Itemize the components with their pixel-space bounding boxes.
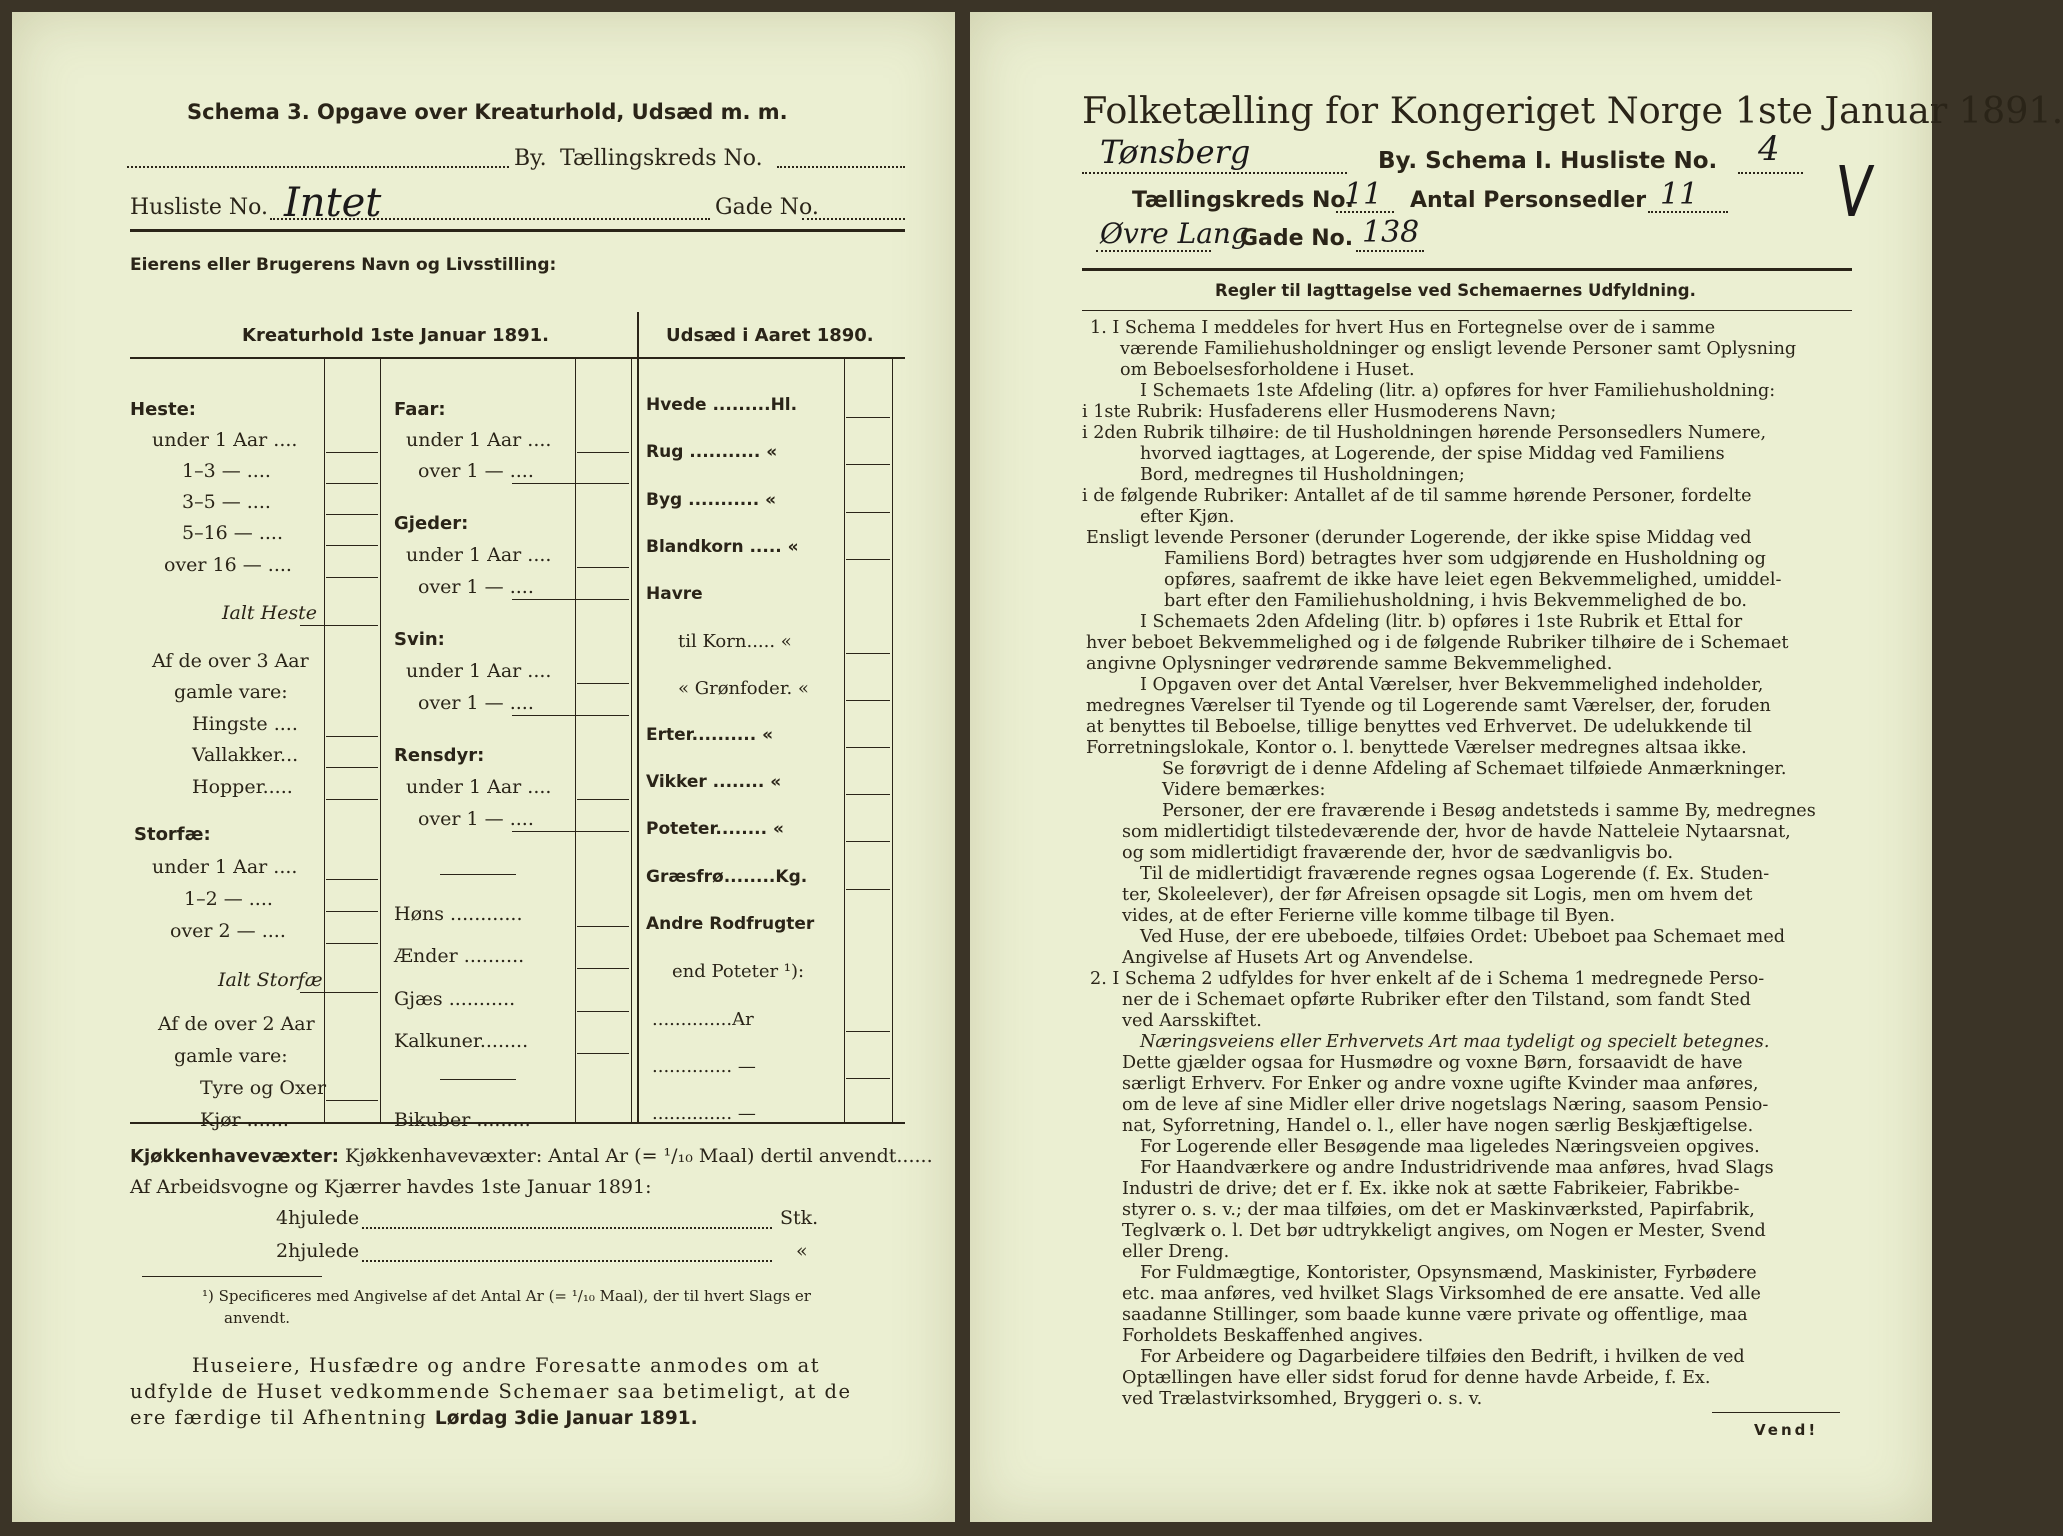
header-rule [130,229,905,232]
rule-line: Teglværk o. l. Det bør udtrykkeligt angives, om Nogen er Mester, Svend [1122,1221,1766,1241]
hjul2-label: 2hjulede [276,1240,360,1262]
aender: Ænder .......... [394,945,525,967]
rule-line: eller Dreng. [1122,1242,1230,1262]
answer-line [326,452,378,453]
rule-line: nat, Syforretning, Handel o. l., eller have nogen særlig Beskjæftigelse. [1122,1116,1754,1136]
gade-line [1356,250,1424,252]
svin-over1: over 1 — .... [418,692,534,714]
rule-line: og som midlertidigt fraværende der, hvor de sædvanligvis bo. [1122,843,1674,863]
footnote-rule [142,1276,322,1277]
by-field-line [127,166,509,168]
answer-line [846,653,890,654]
col-line [380,357,381,1122]
husliste-number-line [1738,172,1803,174]
rule-line: For Fuldmægtige, Kontorister, Opsynsmænd, Maskinister, Fyrbødere [1140,1263,1757,1283]
heste-over3: Af de over 3 Aar [152,650,309,672]
answer-line [577,567,629,568]
taellingskreds-label: Tællingskreds No. [560,146,763,171]
heste-label: Heste: [130,399,196,420]
vend-rule [1712,1412,1840,1413]
rule-line: ter, Skoleelever), der før Afreisen opsagde sit Logis, men om hvem det [1122,885,1753,905]
storfae-under1: under 1 Aar .... [152,856,298,878]
rule-line: Familiens Bord) betragtes hver som udgjørende en Husholdning og [1164,549,1766,569]
end-poteter: end Poteter ¹): [672,961,805,982]
by-label: By. [514,146,547,171]
havre-gronfoder: « Grønfoder. « [678,678,809,699]
arbeidsvogne-line: Af Arbeidsvogne og Kjærrer havdes 1ste Januar 1891: [130,1176,652,1198]
tyre-oxer: Tyre og Oxer [200,1077,327,1099]
hingste: Hingste .... [192,713,298,735]
gade-field-line [802,218,905,220]
kreatur-header: Kreaturhold 1ste Januar 1891. [242,325,549,346]
storfae-1-2: 1–2 — .... [184,888,273,910]
answer-line [512,831,629,832]
census-title: Folketælling for Kongeriget Norge 1ste Januar 1891. [1082,89,2063,132]
rule-line: medregnes Værelser til Tyende og til Logerende samt Værelser, der, foruden [1086,696,1771,716]
rule-line: Dette gjælder ogsaa for Husmødre og voxne Børn, forsaavidt de have [1122,1053,1743,1073]
svin-label: Svin: [394,629,445,650]
storfae-over2aar: Af de over 2 Aar [158,1013,315,1035]
rules-title-rule [1082,310,1852,311]
answer-line [846,794,890,795]
storfae-gamle: gamle vare: [174,1045,288,1067]
answer-line [300,625,378,626]
rule-line: Angivelse af Husets Art og Anvendelse. [1122,948,1474,968]
answer-line [577,1053,629,1054]
col-line [324,357,325,1122]
erter: Erter.......... « [646,725,774,745]
rule-line: I Schemaets 2den Afdeling (litr. b) opføres i 1ste Rubrik et Ettal for [1140,612,1743,632]
faar-under1: under 1 Aar .... [406,429,552,451]
answer-line [326,1100,378,1101]
answer-line [326,483,378,484]
hjul4-label: 4hjulede [276,1207,360,1229]
col-line [892,357,893,1122]
rule-line: Personer, der ere fraværende i Besøg andetsteds i samme By, medregnes [1162,801,1816,821]
answer-line [326,545,378,546]
gjeder-over1: over 1 — .... [418,576,534,598]
poteter: Poteter........ « [646,819,784,839]
answer-line [326,767,378,768]
hopper: Hopper..... [192,776,293,798]
answer-line [846,700,890,701]
rule-line: i 2den Rubrik tilhøire: de til Husholdningen hørende Personsedlers Numere, [1082,423,1767,443]
faar-label: Faar: [394,399,446,420]
rodfrugt-line-1: ..............Ar [652,1009,754,1030]
kjokkenhave-line: Kjøkkenhavevæxter: Kjøkkenhavevæxter: Antal Ar (= ¹/₁₀ Maal) dertil anvendt...... [130,1145,933,1167]
vend-label: Vend! [1754,1421,1819,1439]
rule-line: hvorved iagttages, at Logerende, der spise Middag ved Familiens [1140,444,1725,464]
kalkuner: Kalkuner........ [394,1030,529,1052]
rule-line: Ved Huse, der ere ubeboede, tilføies Ordet: Ubeboet paa Schemaet med [1140,927,1785,947]
answer-line [846,559,890,560]
by-schema-husliste: By. Schema I. Husliste No. [1378,148,1718,174]
heste-1-3: 1–3 — .... [182,460,271,482]
rule-line: bart efter den Familiehusholdning, i hvis Bekvemmelighed de bo. [1164,591,1747,611]
vallakker: Vallakker... [192,744,299,766]
rule-line: som midlertidigt tilstedeværende der, hvor de havde Natteleie Nytaarsnat, [1122,822,1791,842]
hjul2-line [362,1260,772,1262]
rule-line: ner de i Schemaet opførte Rubriker efter den Tilstand, som fandt Sted [1122,990,1751,1010]
answer-line [326,911,378,912]
rule-line: Optællingen have eller sidst forud for denne havde Arbeide, f. Ex. [1122,1368,1711,1388]
rule-line: hver beboet Bekvemmelighed og i de følgende Rubriker tilhøire de i Schemaet [1086,633,1789,653]
svin-under1: under 1 Aar .... [406,660,552,682]
rule-line: Bord, medregnes til Husholdningen; [1140,465,1465,485]
heste-5-16: 5–16 — .... [182,522,284,544]
blandkorn: Blandkorn ..... « [646,537,799,557]
rule-line: Industri de drive; det er f. Ex. ikke nok at sætte Fabrikeier, Fabrikbe- [1122,1179,1740,1199]
rule-line: Forretningslokale, Kontor o. l. benyttede Værelser medregnes altsaa ikke. [1086,738,1747,758]
answer-line [577,926,629,927]
husliste-field-line [270,218,710,220]
footnote-1: ¹) Specificeres med Angivelse af det Antal Ar (= ¹/₁₀ Maal), der til hvert Slags er [202,1287,811,1305]
hjul4-unit: Stk. [780,1207,819,1229]
havre-korn: til Korn..... « [678,631,792,652]
rule-line: I Schemaets 1ste Afdeling (litr. a) opføres for hver Familiehusholdning: [1140,381,1776,401]
taellingskreds-field-line [777,166,905,168]
rules-text [1082,318,1906,1410]
rule-line: i de følgende Rubriker: Antallet af de til samme hørende Personer, fordelte [1082,486,1752,506]
answer-line [577,1011,629,1012]
rule-line: om Beboelsesforholdene i Huset. [1120,360,1415,380]
schema3-title: Schema 3. Opgave over Kreaturhold, Udsæd m. m. [187,100,788,124]
storfae-label: Storfæ: [134,824,211,845]
gade-label: Gade No. [1240,226,1354,251]
rule-line: i 1ste Rubrik: Husfaderens eller Husmoderens Navn; [1082,402,1557,422]
rensdyr-under1: under 1 Aar .... [406,776,552,798]
rule-line: For Haandværkere og andre Industridrivende maa anføres, hvad Slags [1140,1158,1774,1178]
rule-line: efter Kjøn. [1140,507,1235,527]
street-handwriting: Øvre Lang [1100,217,1249,250]
hjul4-line [362,1227,772,1229]
col-line [844,357,845,1122]
antal-line [1648,211,1728,213]
closing-line-3a: ere færdige til Afhentning [130,1406,435,1429]
hjul2-unit: « [796,1240,808,1262]
antal-handwriting: 11 [1660,177,1699,212]
rule-line: For Logerende eller Besøgende maa ligeledes Næringsveien opgives. [1140,1137,1760,1157]
rule-line: om de leve af sine Midler eller drive nogetslags Næring, saasom Pensio- [1122,1095,1769,1115]
taellingskreds-label: Tællingskreds No. [1132,188,1354,213]
rule-line: 1. I Schema I meddeles for hvert Hus en Fortegnelse over de i samme [1090,318,1716,338]
rodfrugt-line-2: .............. — [652,1056,756,1077]
kjor: Kjør ....... [200,1109,289,1131]
hons: Høns ............ [394,903,523,925]
answer-line [846,464,890,465]
rodfrugt-line-3: .............. — [652,1103,756,1124]
antal-personsedler-label: Antal Personsedler [1410,188,1647,213]
rule-line: opføres, saafremt de ikke have leiet egen Bekvemmelighed, umiddel- [1164,570,1782,590]
col-line [631,357,632,1122]
answer-line [326,799,378,800]
kjokkenhave-text: Kjøkkenhavevæxter: Antal Ar (= ¹/₁₀ Maal) dertil anvendt...... [345,1145,933,1167]
answer-line [577,452,629,453]
rensdyr-label: Rensdyr: [394,745,485,766]
answer-line [577,968,629,969]
closing-line-2: udfylde de Huset vedkommende Schemaer saa betimeligt, at de [130,1380,852,1403]
faar-over1: over 1 — .... [418,460,534,482]
rule-line: 2. I Schema 2 udfyldes for hver enkelt af de i Schema 1 medregnede Perso- [1090,969,1765,989]
heste-over16: over 16 — .... [164,554,292,576]
left-page [12,12,955,1522]
answer-line [326,577,378,578]
havre: Havre [646,584,703,604]
taellingskreds-line [1336,211,1394,213]
taellingskreds-handwriting: 11 [1344,177,1383,212]
answer-line [577,683,629,684]
separator-line [440,1079,516,1080]
closing-line-1: Huseiere, Husfædre og andre Foresatte anmodes om at [192,1354,821,1377]
rule-line: vides, at de efter Ferierne ville komme tilbage til Byen. [1122,906,1616,926]
rule-line: I Opgaven over det Antal Værelser, hver Bekvemmelighed indeholder, [1140,675,1764,695]
udsaed-divider [637,312,639,1122]
town-line [1082,172,1347,174]
answer-line [846,747,890,748]
hvede: Hvede .........Hl. [646,395,798,415]
right-page [970,12,2063,1522]
rule-line: særligt Erhverv. For Enker og andre voxne ugifte Kvinder maa anføres, [1122,1074,1759,1094]
rensdyr-over1: over 1 — .... [418,808,534,830]
rule-line: Se forøvrigt de i denne Afdeling af Schemaet tilføiede Anmærkninger. [1162,759,1787,779]
answer-line [846,512,890,513]
table-header-rule [130,357,905,359]
bikuber: Bikuber ......... [394,1109,531,1131]
answer-line [512,483,629,484]
heste-3-5: 3–5 — .... [182,491,271,513]
gade-label: Gade No. [715,195,819,220]
answer-line [326,736,378,737]
town-handwriting: Tønsberg [1100,133,1251,171]
rule-line: Næringsveiens eller Erhvervets Art maa tydeligt og specielt betegnes. [1140,1032,1770,1052]
rule-line: etc. maa anføres, ved hvilket Slags Virksomhed de ere ansatte. Ved alle [1122,1284,1761,1304]
rule-line: værende Familiehusholdninger og ensligt levende Personer samt Oplysning [1120,339,1797,359]
rule-line: For Arbeidere og Dagarbeidere tilføies den Bedrift, i hvilken de ved [1140,1347,1745,1367]
answer-line [577,799,629,800]
ialt-heste: Ialt Heste [222,602,318,624]
header-rule [1082,268,1852,271]
rug: Rug ........... « [646,442,778,462]
husliste-label: Husliste No. [130,195,268,220]
rule-line: angivne Oplysninger vedrørende samme Bekvemmelighed. [1086,654,1613,674]
udsaed-header: Udsæd i Aaret 1890. [666,325,874,346]
rule-line: ved Trælastvirksomhed, Bryggeri o. s. v. [1122,1389,1483,1409]
footnote-2: anvendt. [224,1309,291,1327]
rule-line: Ensligt levende Personer (derunder Logerende, der ikke spise Middag ved [1086,528,1752,548]
rule-line: Videre bemærkes: [1162,780,1326,800]
rule-line: styrer o. s. v.; der maa tilføies, om det er Maskinværksted, Papirfabrik, [1122,1200,1755,1220]
answer-line [846,841,890,842]
rule-line: saadanne Stillinger, som baade kunne være private og offentlige, maa [1122,1305,1748,1325]
answer-line [326,879,378,880]
owner-label: Eierens eller Brugerens Navn og Livsstilling: [130,255,557,275]
ialt-storfae: Ialt Storfæ [218,969,323,991]
answer-line [326,514,378,515]
gjeder-under1: under 1 Aar .... [406,544,552,566]
answer-line [846,1031,890,1032]
gjaes: Gjæs ........... [394,988,516,1010]
rule-line: Forholdets Beskaffenhed angives. [1122,1326,1424,1346]
graesfro: Græsfrø........Kg. [646,867,808,887]
closing-line-3 [130,1407,698,1429]
rules-title: Regler til Iagttagelse ved Schemaernes Udfyldning. [1215,281,1696,300]
rule-line: ved Aarsskiftet. [1122,1011,1262,1031]
answer-line [326,943,378,944]
answer-line [512,599,629,600]
gade-handwriting: 138 [1362,215,1420,250]
heste-under1: under 1 Aar .... [152,429,298,451]
answer-line [846,417,890,418]
separator-line [440,874,516,875]
answer-line [846,1078,890,1079]
answer-line [846,889,890,890]
rule-line: Til de midlertidigt fraværende regnes ogsaa Logerende (f. Ex. Studen- [1140,864,1770,884]
husliste-handwriting: Intet [284,180,382,226]
gjeder-label: Gjeder: [394,513,469,534]
street-line [1096,250,1211,252]
heste-gamle: gamle vare: [174,681,288,703]
answer-line [512,715,629,716]
answer-line [300,992,378,993]
byg: Byg ........... « [646,490,777,510]
closing-date: Lørdag 3die Januar 1891. [434,1408,698,1429]
rule-line: at benyttes til Beboelse, tillige benyttes ved Erhvervet. De udelukkende til [1086,717,1752,737]
col-line [575,357,576,1122]
storfae-over2: over 2 — .... [170,920,286,942]
check-mark: V [1831,151,1877,233]
andre-rodfrugter: Andre Rodfrugter [646,914,815,934]
husliste-number-handwriting: 4 [1758,129,1780,169]
vikker: Vikker ........ « [646,772,782,792]
